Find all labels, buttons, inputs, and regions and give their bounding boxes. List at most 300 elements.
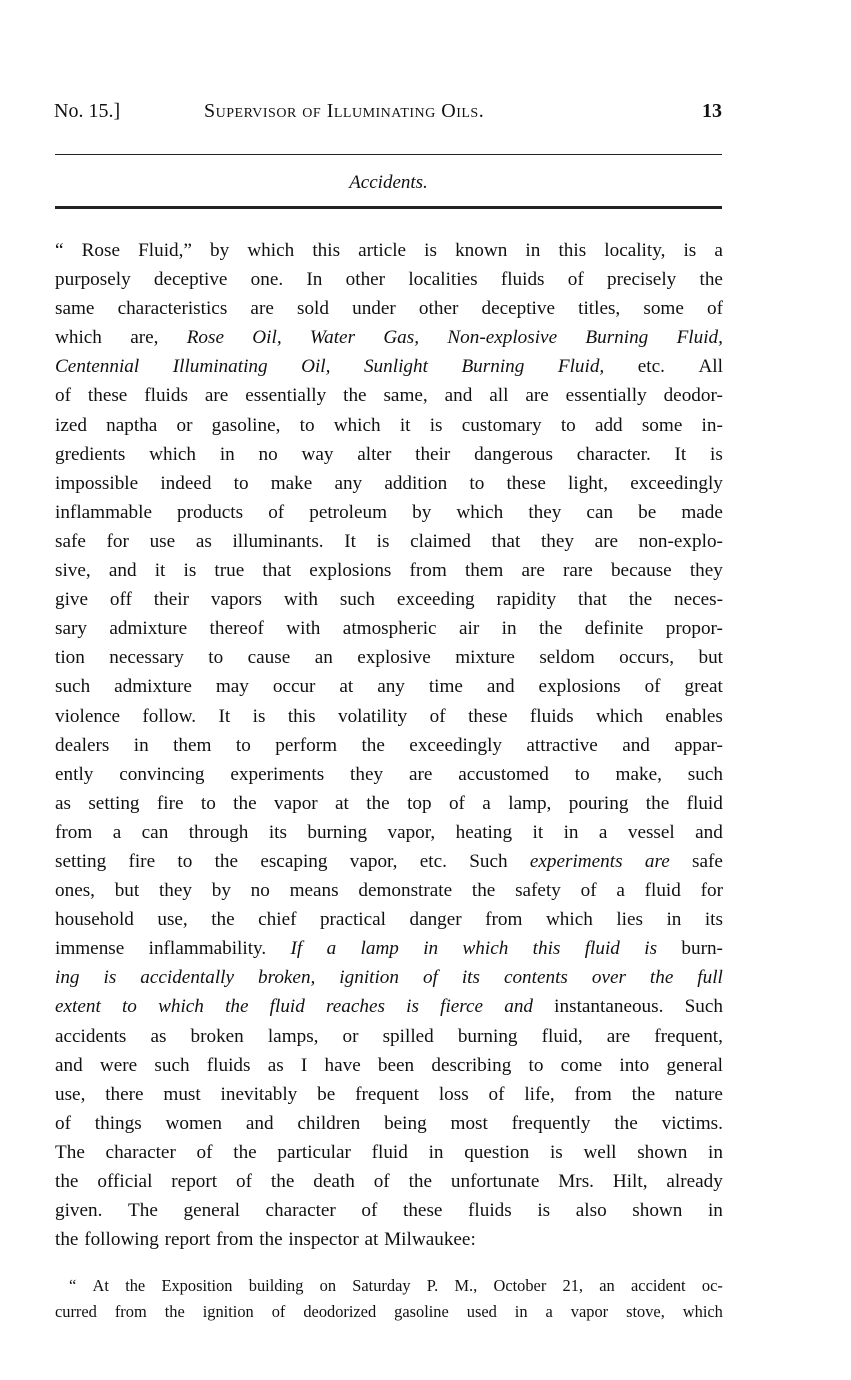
word: of bbox=[196, 1141, 213, 1163]
word: full bbox=[697, 967, 723, 989]
word: fluid bbox=[371, 1141, 408, 1163]
word: fluids bbox=[468, 1200, 512, 1222]
word: are bbox=[250, 298, 274, 320]
word: them bbox=[173, 734, 212, 756]
word: as bbox=[195, 530, 212, 552]
word: is bbox=[549, 1141, 563, 1163]
word: no bbox=[250, 880, 270, 902]
word: 21, bbox=[562, 1276, 584, 1295]
word: to bbox=[233, 472, 249, 494]
word: general bbox=[666, 1054, 723, 1076]
word: etc. bbox=[637, 356, 665, 378]
word: its bbox=[461, 967, 480, 989]
word: the bbox=[366, 792, 390, 814]
word: death bbox=[313, 1171, 355, 1192]
word: describing bbox=[431, 1054, 512, 1076]
text-line bbox=[55, 847, 723, 876]
word: given. bbox=[55, 1200, 103, 1222]
word: rapidity bbox=[496, 589, 557, 611]
word: mixture bbox=[455, 647, 515, 669]
word: burning bbox=[307, 821, 368, 843]
word: deceptive bbox=[153, 269, 228, 291]
word: of bbox=[271, 1302, 286, 1321]
word: sold bbox=[296, 298, 329, 320]
word: rare bbox=[563, 560, 593, 582]
word: be bbox=[317, 1083, 336, 1105]
word: explosions bbox=[538, 676, 621, 698]
document-number: No. 15.] bbox=[54, 100, 121, 122]
word: top bbox=[407, 792, 432, 814]
word: to bbox=[560, 414, 576, 436]
word: official bbox=[97, 1171, 153, 1192]
word: Illuminating bbox=[172, 356, 268, 378]
word: they bbox=[350, 763, 384, 785]
word: Fluid, bbox=[676, 327, 723, 349]
text-line bbox=[55, 818, 723, 847]
word: some bbox=[643, 298, 684, 320]
word: instantaneous. bbox=[554, 996, 664, 1018]
word: accidents bbox=[55, 1025, 127, 1047]
word: with bbox=[283, 589, 318, 611]
word: frequent bbox=[355, 1083, 419, 1105]
word: household bbox=[55, 909, 134, 931]
text-line bbox=[55, 411, 723, 440]
word: Gas, bbox=[383, 327, 420, 349]
word: the bbox=[225, 996, 249, 1018]
word: give bbox=[55, 589, 89, 611]
section-title: Accidents. bbox=[349, 172, 428, 193]
word: safe bbox=[692, 850, 723, 872]
word: and bbox=[486, 676, 515, 698]
word: ing bbox=[55, 967, 80, 989]
word: lamp, bbox=[508, 792, 552, 814]
text-line bbox=[55, 963, 723, 992]
text-line bbox=[55, 294, 723, 323]
word: safe bbox=[55, 530, 86, 552]
word: a bbox=[482, 792, 491, 814]
word: from bbox=[485, 909, 523, 931]
word: as bbox=[55, 792, 71, 814]
word: the bbox=[614, 1112, 638, 1134]
word: etc. bbox=[419, 850, 447, 872]
word: the bbox=[631, 1083, 656, 1105]
word: definite bbox=[584, 618, 644, 640]
word: and bbox=[245, 1112, 274, 1134]
word: gredients bbox=[55, 443, 126, 465]
word: addition bbox=[384, 472, 448, 494]
word: of bbox=[448, 792, 465, 814]
word: this bbox=[287, 705, 316, 727]
word: some bbox=[641, 414, 683, 436]
word: If bbox=[290, 938, 303, 960]
word: Oil, bbox=[301, 356, 331, 378]
word: nature bbox=[674, 1083, 723, 1105]
word: were bbox=[99, 1054, 138, 1076]
word: explosions bbox=[309, 560, 392, 582]
word: in bbox=[563, 821, 579, 843]
word: Milwaukee: bbox=[384, 1229, 476, 1251]
word: The bbox=[55, 1141, 85, 1163]
word: accustomed bbox=[458, 763, 549, 785]
word: question bbox=[464, 1141, 530, 1163]
word: occur bbox=[272, 676, 316, 698]
word: in bbox=[133, 734, 149, 756]
word: admixture bbox=[109, 618, 188, 640]
word: that bbox=[578, 589, 607, 611]
word: in bbox=[219, 443, 235, 465]
word: character. bbox=[576, 443, 651, 465]
word: inevitably bbox=[220, 1083, 298, 1105]
quote-line bbox=[55, 1273, 723, 1299]
word: under bbox=[352, 298, 396, 320]
running-title: Supervisor of Illuminating Oils. bbox=[204, 100, 485, 122]
word: to bbox=[177, 850, 193, 872]
word: is bbox=[683, 240, 697, 261]
word: the bbox=[55, 1229, 79, 1251]
word: for bbox=[700, 880, 723, 902]
word: “ bbox=[69, 1276, 77, 1295]
word: to bbox=[299, 414, 315, 436]
word: its bbox=[268, 821, 287, 843]
word: come bbox=[560, 1054, 603, 1076]
word: broken bbox=[190, 1025, 244, 1047]
word: are bbox=[644, 850, 670, 872]
word: of bbox=[268, 501, 285, 523]
word: safety bbox=[515, 880, 561, 902]
word: any bbox=[334, 472, 363, 494]
word: use, bbox=[157, 909, 188, 931]
word: by bbox=[210, 240, 230, 261]
word: but bbox=[698, 647, 723, 669]
word: setting bbox=[55, 850, 107, 872]
word: to bbox=[574, 763, 590, 785]
word: a bbox=[598, 821, 608, 843]
word: by bbox=[211, 880, 231, 902]
word: on bbox=[319, 1276, 337, 1295]
word: Such bbox=[684, 996, 723, 1018]
word: things bbox=[94, 1112, 142, 1134]
word: vapor bbox=[273, 792, 318, 814]
word: in bbox=[708, 1141, 723, 1163]
word: seldom bbox=[539, 647, 595, 669]
word: or bbox=[342, 1025, 359, 1047]
word: that bbox=[262, 560, 292, 582]
word: over bbox=[591, 967, 626, 989]
word: P. bbox=[426, 1276, 439, 1295]
word: is bbox=[710, 443, 723, 465]
word: accident bbox=[631, 1276, 686, 1295]
word: oc- bbox=[701, 1276, 723, 1295]
word: also bbox=[575, 1200, 607, 1222]
word: these bbox=[468, 705, 508, 727]
text-line bbox=[55, 789, 723, 818]
word: in bbox=[428, 1141, 444, 1163]
word: the bbox=[343, 385, 367, 407]
word: essentially bbox=[565, 385, 647, 407]
word: unfortunate bbox=[450, 1171, 540, 1192]
word: frequently bbox=[511, 1112, 591, 1134]
word: of bbox=[236, 1171, 252, 1192]
word: make, bbox=[615, 763, 662, 785]
word: their bbox=[415, 443, 451, 465]
word: indeed bbox=[160, 472, 212, 494]
text-line bbox=[55, 934, 723, 963]
word: ized bbox=[55, 414, 87, 436]
word: occurs, bbox=[619, 647, 675, 669]
text-line bbox=[55, 352, 723, 381]
word: and bbox=[55, 1054, 83, 1076]
word: from bbox=[409, 560, 447, 582]
word: dealers bbox=[55, 734, 110, 756]
word: means bbox=[289, 880, 339, 902]
word: fluid bbox=[686, 792, 723, 814]
word: into bbox=[619, 1054, 650, 1076]
word: such bbox=[154, 1054, 190, 1076]
word: vessel bbox=[627, 821, 675, 843]
word: In bbox=[306, 269, 323, 291]
word: is bbox=[183, 560, 197, 582]
word: its bbox=[704, 909, 723, 931]
word: a bbox=[112, 821, 122, 843]
word: fluid bbox=[584, 938, 620, 960]
word: fluid bbox=[644, 880, 681, 902]
word: and bbox=[444, 385, 473, 407]
word: setting bbox=[88, 792, 140, 814]
word: perform bbox=[275, 734, 338, 756]
word: shown bbox=[632, 1200, 683, 1222]
word: these bbox=[87, 385, 128, 407]
word: escaping bbox=[260, 850, 328, 872]
word: the bbox=[628, 589, 653, 611]
word: Hilt, bbox=[612, 1171, 648, 1192]
word: as bbox=[267, 1054, 284, 1076]
word: of bbox=[580, 880, 597, 902]
word: at bbox=[364, 1229, 379, 1251]
word: or bbox=[176, 414, 193, 436]
word: this bbox=[532, 938, 561, 960]
word: add bbox=[594, 414, 623, 436]
word: atmospheric bbox=[342, 618, 437, 640]
word: chief bbox=[258, 909, 297, 931]
word: of bbox=[644, 676, 661, 698]
word: they bbox=[158, 880, 193, 902]
quoted-report bbox=[55, 1273, 723, 1325]
word: most bbox=[450, 1112, 488, 1134]
word: same, bbox=[383, 385, 428, 407]
word: the bbox=[233, 792, 257, 814]
word: cause bbox=[247, 647, 291, 669]
word: experiments bbox=[230, 763, 325, 785]
word: true bbox=[214, 560, 245, 582]
word: the bbox=[699, 269, 723, 291]
word: are bbox=[521, 560, 545, 582]
word: violence bbox=[55, 705, 120, 727]
word: broken, bbox=[257, 967, 316, 989]
word: a bbox=[545, 1302, 553, 1321]
header-rule bbox=[55, 154, 722, 155]
word: M., bbox=[454, 1276, 478, 1295]
word: deodor- bbox=[663, 385, 723, 407]
word: way bbox=[301, 443, 334, 465]
word: of bbox=[422, 967, 438, 989]
word: dangerous bbox=[474, 443, 553, 465]
word: I bbox=[300, 1054, 308, 1076]
text-line bbox=[55, 643, 723, 672]
word: from bbox=[114, 1302, 147, 1321]
text-line bbox=[55, 381, 723, 410]
word: such bbox=[339, 589, 375, 611]
word: Burning bbox=[461, 356, 525, 378]
word: stove, bbox=[626, 1302, 665, 1321]
page-number: 13 bbox=[702, 100, 722, 122]
word: the bbox=[270, 1171, 295, 1192]
word: such bbox=[55, 676, 91, 698]
word: enables bbox=[665, 705, 723, 727]
word: it bbox=[532, 821, 544, 843]
word: which bbox=[158, 996, 204, 1018]
word: a bbox=[714, 240, 723, 261]
word: ignition bbox=[202, 1302, 254, 1321]
word: are bbox=[204, 385, 229, 407]
word: a bbox=[326, 938, 337, 960]
word: Mrs. bbox=[558, 1171, 594, 1192]
word: impossible bbox=[55, 472, 139, 494]
word: sive, bbox=[55, 560, 91, 582]
word: that bbox=[491, 530, 521, 552]
word: deodorized bbox=[303, 1302, 377, 1321]
word: purposely bbox=[55, 269, 131, 291]
word: of bbox=[707, 298, 723, 320]
word: these bbox=[403, 1200, 443, 1222]
body-paragraph bbox=[55, 236, 723, 1254]
word: all bbox=[489, 385, 509, 407]
word: are bbox=[408, 763, 433, 785]
word: the bbox=[164, 1302, 185, 1321]
word: are bbox=[525, 385, 549, 407]
word: time bbox=[428, 676, 463, 698]
word: is bbox=[537, 1200, 551, 1222]
word: propor- bbox=[665, 618, 723, 640]
word: volatility bbox=[337, 705, 408, 727]
word: article bbox=[358, 240, 407, 261]
word: their bbox=[153, 589, 189, 611]
word: which bbox=[545, 909, 593, 931]
text-line bbox=[55, 702, 723, 731]
text-line bbox=[55, 1051, 723, 1080]
word: an bbox=[314, 647, 333, 669]
word: the bbox=[211, 909, 235, 931]
word: Rose bbox=[186, 327, 225, 349]
word: are bbox=[606, 1025, 631, 1047]
word: inspector bbox=[288, 1229, 359, 1251]
word: is bbox=[376, 530, 390, 552]
text-line bbox=[55, 585, 723, 614]
word: from bbox=[55, 821, 93, 843]
text-line bbox=[55, 498, 723, 527]
text-line bbox=[55, 760, 723, 789]
word: vapor bbox=[570, 1302, 609, 1321]
word: of bbox=[55, 385, 71, 407]
word: general bbox=[183, 1200, 240, 1222]
word: other bbox=[345, 269, 386, 291]
word: at bbox=[335, 792, 349, 814]
word: to bbox=[235, 734, 251, 756]
word: in bbox=[423, 938, 439, 960]
word: contents bbox=[503, 967, 568, 989]
word: being bbox=[384, 1112, 427, 1134]
word: it bbox=[154, 560, 166, 582]
word: thereof bbox=[209, 618, 264, 640]
text-line bbox=[55, 323, 723, 352]
word: reaches bbox=[326, 996, 385, 1018]
word: vapor, bbox=[349, 850, 398, 872]
text-line bbox=[55, 614, 723, 643]
word: which bbox=[247, 240, 295, 261]
word: shown bbox=[637, 1141, 688, 1163]
word: Such bbox=[469, 850, 508, 872]
word: well bbox=[583, 1141, 617, 1163]
word: an bbox=[599, 1276, 615, 1295]
word: ignition bbox=[339, 967, 399, 989]
word: Exposition bbox=[161, 1276, 233, 1295]
word: lamp bbox=[360, 938, 399, 960]
word: the bbox=[645, 792, 670, 814]
word: pouring bbox=[568, 792, 629, 814]
word: Saturday bbox=[352, 1276, 411, 1295]
text-line bbox=[55, 265, 723, 294]
text-line bbox=[55, 1196, 723, 1225]
word: one. bbox=[250, 269, 284, 291]
word: petroleum bbox=[309, 501, 388, 523]
word: the bbox=[361, 734, 385, 756]
word: immense bbox=[55, 938, 125, 960]
word: Sunlight bbox=[363, 356, 428, 378]
word: gasoline, bbox=[211, 414, 281, 436]
word: of bbox=[488, 1083, 505, 1105]
word: to bbox=[469, 472, 485, 494]
word: spilled bbox=[382, 1025, 434, 1047]
word: already bbox=[666, 1171, 723, 1192]
word: Centennial bbox=[55, 356, 140, 378]
word: attractive bbox=[526, 734, 598, 756]
word: “ bbox=[55, 240, 64, 261]
word: essentially bbox=[245, 385, 327, 407]
word: at bbox=[339, 676, 354, 698]
word: it bbox=[399, 414, 411, 436]
word: explosive bbox=[357, 647, 431, 669]
word: and bbox=[622, 734, 650, 756]
word: alter bbox=[357, 443, 392, 465]
word: this bbox=[558, 240, 587, 261]
word: customary bbox=[461, 414, 542, 436]
word: character bbox=[105, 1141, 176, 1163]
text-line bbox=[55, 1225, 723, 1254]
word: can bbox=[141, 821, 169, 843]
word: Rose bbox=[81, 240, 120, 261]
word: which bbox=[55, 327, 102, 349]
text-line bbox=[55, 556, 723, 585]
word: and bbox=[108, 560, 137, 582]
word: which bbox=[462, 938, 509, 960]
word: to bbox=[200, 792, 216, 814]
word: no bbox=[258, 443, 278, 465]
text-line bbox=[55, 992, 723, 1021]
word: Fluid,” bbox=[138, 240, 192, 261]
word: Burning bbox=[585, 327, 649, 349]
word: non-explo- bbox=[638, 530, 723, 552]
word: in- bbox=[701, 414, 723, 436]
word: follow. bbox=[142, 705, 197, 727]
